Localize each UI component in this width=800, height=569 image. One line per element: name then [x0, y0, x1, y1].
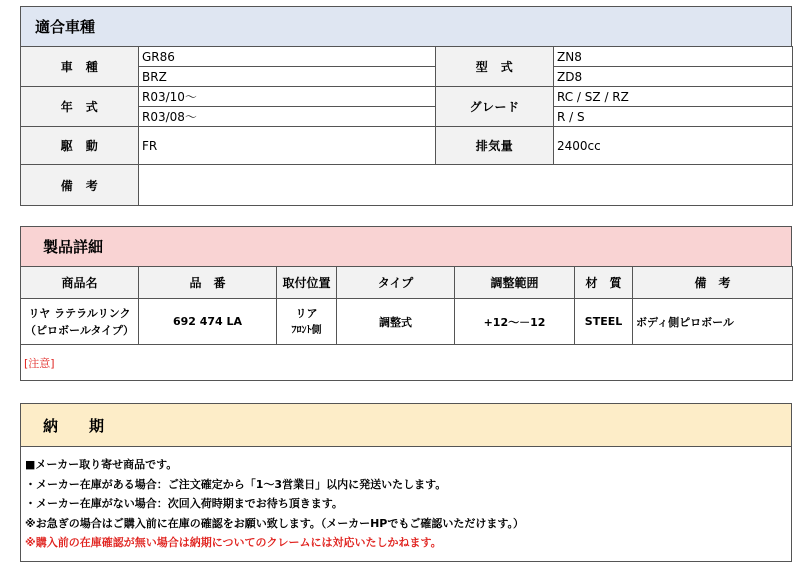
- header-material: 材 質: [575, 267, 633, 299]
- delivery-line: ・メーカー在庫がない場合：次回入荷時期までお待ち頂きます。: [25, 497, 343, 511]
- label-model: 車 種: [21, 47, 139, 87]
- year-value: R03/08～: [139, 107, 436, 127]
- product-section-header: [20, 226, 792, 266]
- compat-section-header: [20, 6, 792, 46]
- label-type: 型 式: [436, 47, 554, 87]
- drive-value: FR: [139, 127, 436, 165]
- displacement-value: 2400cc: [554, 127, 793, 165]
- delivery-line: ※お急ぎの場合はご購入前に在庫の確認をお願い致します。（メーカーHPでもご確認いただけます。）: [25, 516, 524, 530]
- product-name-sub: （ピロボールタイプ）: [25, 323, 134, 337]
- material-value: STEEL: [575, 299, 633, 345]
- grade-value: R / S: [554, 107, 793, 127]
- header-type: タイプ: [337, 267, 455, 299]
- header-range: 調整範囲: [455, 267, 575, 299]
- delivery-section-header: [20, 403, 792, 447]
- product-title: 製品詳細: [43, 238, 104, 256]
- product-table: [20, 266, 793, 381]
- delivery-line: ・メーカー在庫がある場合：ご注文確定から「1～3営業日」以内に発送いたします。: [25, 477, 447, 491]
- position-cell: [277, 299, 337, 345]
- delivery-title: 納 期: [43, 417, 113, 435]
- model-value: GR86: [139, 47, 436, 67]
- model-value: BRZ: [139, 67, 436, 87]
- label-drive: 駆 動: [21, 127, 139, 165]
- label-remarks: 備 考: [21, 165, 139, 206]
- product-name: リヤ ラテラルリンク: [28, 306, 131, 320]
- label-grade: グレード: [436, 87, 554, 127]
- delivery-line: ■メーカー取り寄せ商品です。: [25, 458, 178, 471]
- year-value: R03/10～: [139, 87, 436, 107]
- position-value: リア: [295, 306, 318, 320]
- caution-note: [注意]: [21, 345, 793, 381]
- position-sub: ﾌﾛﾝﾄ側: [291, 324, 322, 336]
- remarks-value: [139, 165, 793, 206]
- range-value: +12～－12: [455, 299, 575, 345]
- compat-title: 適合車種: [35, 18, 96, 36]
- label-displacement: 排気量: [436, 127, 554, 165]
- label-year: 年 式: [21, 87, 139, 127]
- header-position: 取付位置: [277, 267, 337, 299]
- type-value: 調整式: [337, 299, 455, 345]
- compat-table: [20, 46, 793, 206]
- delivery-body: [20, 447, 792, 562]
- delivery-warning: ※購入前の在庫確認が無い場合は納期についてのクレームには対応いたしかねます。: [25, 536, 442, 550]
- product-name-cell: [21, 299, 139, 345]
- type-value: ZD8: [554, 67, 793, 87]
- product-remarks: ボディ側ピロボール: [633, 299, 793, 345]
- part-number: 692 474 LA: [139, 299, 277, 345]
- header-name: 商品名: [21, 267, 139, 299]
- grade-value: RC / SZ / RZ: [554, 87, 793, 107]
- header-part-no: 品 番: [139, 267, 277, 299]
- type-value: ZN8: [554, 47, 793, 67]
- header-remarks: 備 考: [633, 267, 793, 299]
- table-row: [21, 299, 793, 345]
